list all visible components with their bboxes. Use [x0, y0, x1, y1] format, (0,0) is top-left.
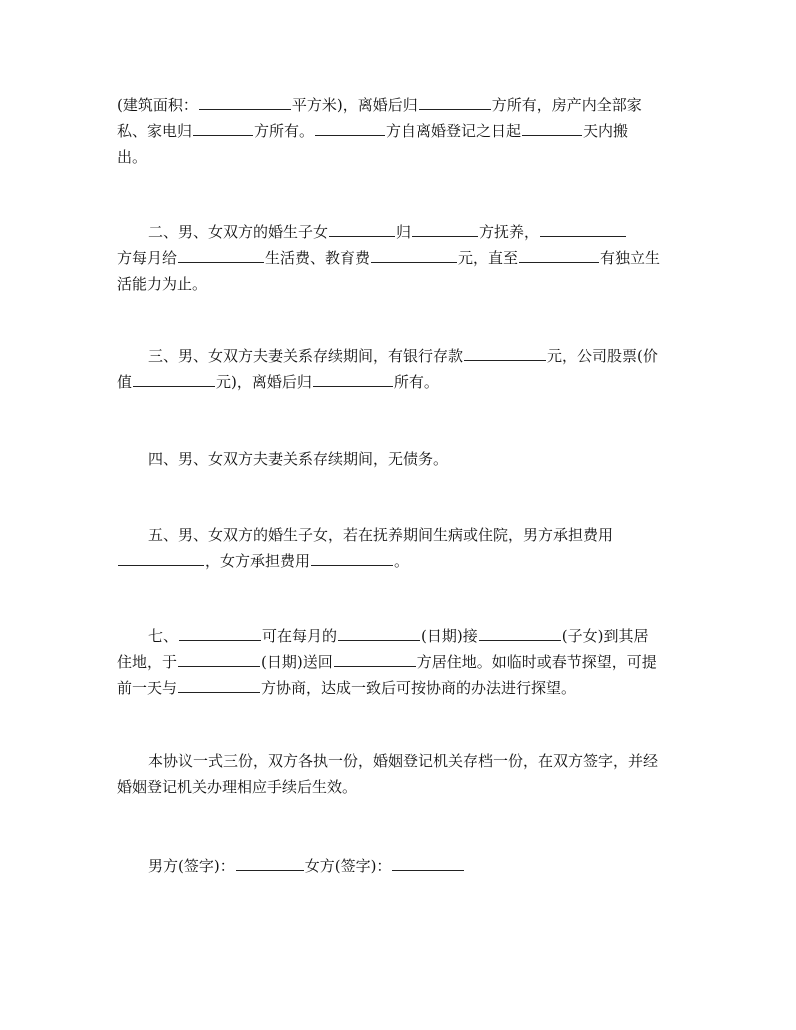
text: (日期)接 [421, 627, 478, 645]
fill-blank-visitor[interactable] [179, 626, 261, 641]
text: 元，直至 [458, 249, 519, 267]
text-line [117, 144, 687, 170]
fill-blank-owner[interactable] [419, 95, 491, 110]
text: 住地，于 [117, 653, 178, 671]
text-line: 婚姻登记机关办理相应手续后生效。 [117, 778, 358, 796]
debt-clause [117, 446, 687, 472]
text-line [117, 343, 687, 369]
fill-blank-female-cost[interactable] [311, 551, 393, 566]
text: 二、男、女双方的婚生子女 [148, 223, 329, 241]
fill-blank-asset-owner[interactable] [313, 372, 393, 387]
fill-blank-days[interactable] [522, 121, 582, 136]
fill-blank-stock-value[interactable] [133, 372, 215, 387]
fill-blank-savings[interactable] [464, 346, 546, 361]
text: (日期)送回 [261, 653, 333, 671]
text: 平方米)，离婚后归 [291, 96, 418, 114]
text: 天内搬 [583, 122, 629, 140]
signature-line [117, 853, 687, 879]
fill-blank-child-name[interactable] [479, 626, 561, 641]
text: (建筑面积： [117, 96, 198, 114]
fill-blank-until[interactable] [519, 248, 599, 263]
text: 元)，离婚后归 [216, 373, 312, 391]
fill-blank-child[interactable] [329, 222, 395, 237]
text: ，女方承担费用 [205, 552, 311, 570]
text: 值 [117, 373, 133, 391]
text: 方每月给 [117, 249, 178, 267]
male-signature-field[interactable] [236, 856, 304, 871]
property-clause [117, 92, 687, 170]
text: 有独立生 [600, 249, 661, 267]
text: 方居住地。如临时或春节探望，可提 [416, 653, 657, 671]
text: 。 [394, 552, 410, 570]
text: 归 [396, 223, 412, 241]
text: 生活费、教育费 [265, 249, 371, 267]
text: 前一天与 [117, 679, 178, 697]
fill-blank-return-party[interactable] [334, 652, 416, 667]
fill-blank-area[interactable] [199, 95, 291, 110]
fill-blank-pickup-date[interactable] [338, 626, 420, 641]
fill-blank-consult-party[interactable] [178, 678, 260, 693]
fill-blank-furniture-owner[interactable] [193, 121, 253, 136]
fill-blank-male-cost[interactable] [118, 551, 204, 566]
visitation-clause [117, 623, 687, 701]
text-line [117, 853, 687, 879]
text: 方所有，房产内全部家 [491, 96, 642, 114]
text-line [117, 623, 687, 649]
text: 活能力为止。 [117, 275, 208, 293]
text: 方协商，达成一致后可按协商的办法进行探望。 [261, 679, 577, 697]
text: (子女)到其居 [561, 627, 649, 645]
text: 三、男、女双方夫妻关系存续期间，有银行存款 [148, 347, 464, 365]
fill-blank-custodian[interactable] [412, 222, 478, 237]
text-line [117, 675, 687, 701]
text: 七、 [148, 627, 179, 645]
text-line [117, 92, 687, 118]
text-line [117, 548, 687, 574]
text: 方所有。 [254, 122, 315, 140]
text: 出。 [117, 148, 148, 166]
text: 私、家电归 [117, 122, 193, 140]
fill-blank-moving-party[interactable] [315, 121, 385, 136]
fill-blank-amount[interactable] [371, 248, 457, 263]
text-line [117, 369, 687, 395]
text: 方抚养， [479, 223, 540, 241]
text-line [117, 118, 687, 144]
female-signature-field[interactable] [392, 856, 464, 871]
female-signature-label: 女方(签字)： [304, 857, 392, 875]
effect-clause [117, 748, 687, 800]
text-line [117, 245, 687, 271]
text-line: 本协议一式三份，双方各执一份，婚姻登记机关存档一份，在双方签字，并经 [148, 752, 659, 770]
custody-clause [117, 219, 687, 297]
savings-clause [117, 343, 687, 395]
text: 可在每月的 [262, 627, 338, 645]
text: 方自离婚登记之日起 [386, 122, 522, 140]
fill-blank-payer[interactable] [540, 222, 626, 237]
text-line [117, 649, 687, 675]
text-line [117, 271, 687, 297]
text-line: 四、男、女双方夫妻关系存续期间，无债务。 [148, 450, 449, 468]
male-signature-label: 男方(签字)： [148, 857, 235, 875]
fill-blank-recipient[interactable] [178, 248, 264, 263]
text: 元，公司股票(价 [547, 347, 658, 365]
medical-clause [117, 522, 687, 574]
text-line: 五、男、女双方的婚生子女，若在抚养期间生病或住院，男方承担费用 [148, 526, 614, 544]
text-line [117, 219, 687, 245]
text: 所有。 [393, 373, 439, 391]
fill-blank-return-date[interactable] [178, 652, 260, 667]
